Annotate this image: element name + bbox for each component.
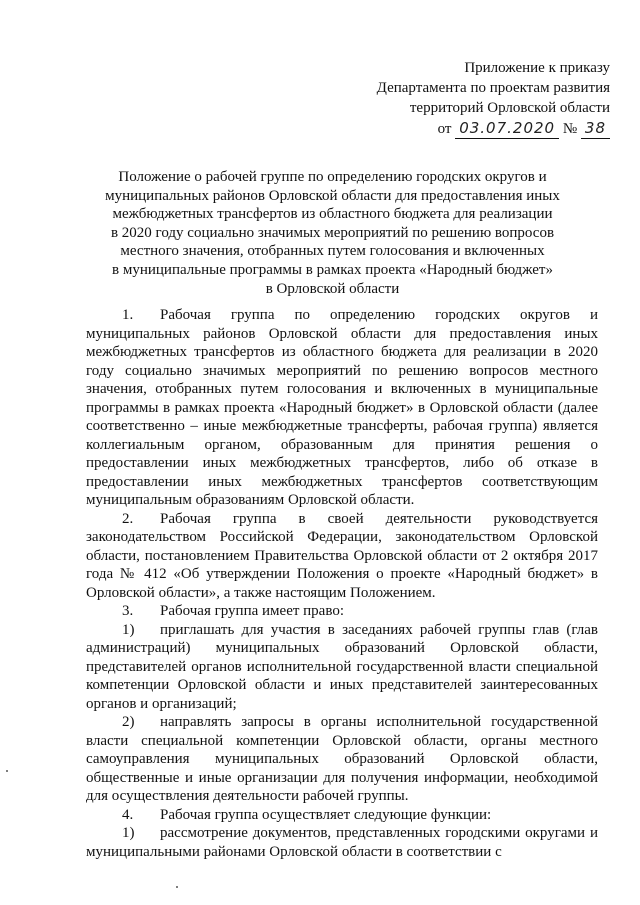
scan-speck — [176, 886, 178, 888]
appendix-header — [320, 58, 610, 139]
title-line: в Орловской области — [265, 280, 400, 297]
paragraph-text: Рабочая группа по определению городских округов и муниципальных районов Орловской области для предоставления иных межбюджетных трансфертов из областного бюджета для реализации в 2020 году социально значимых мероприятий по решению вопросов местного значения, отобранных путем голосования и включенных в муниципальные программы в рамках проекта «Народный бюджет» в Орловской области (далее соответственно – иные межбюджетные трансферты, рабочая группа) является коллегиальным органом, образованным для принятия решения о предоставлении иных межбюджетных трансфертов, либо об отказе в предоставлении иных межбюджетных трансфертов соответствующим муниципальным образованиям Орловской области. — [86, 307, 598, 508]
scan-speck — [6, 770, 8, 772]
paragraph-number: 1. — [122, 307, 134, 323]
paragraph-text: приглашать для участия в заседаниях рабочей группы глав (глав администраций) муниципальных образований Орловской области, представителей органов исполнительной государственной власти специальной компетенции Орловской области и иных представителей заинтересованных органов и организаций; — [86, 621, 598, 712]
paragraph — [86, 602, 598, 621]
header-line-1: Приложение к приказу — [464, 60, 610, 76]
paragraph — [86, 621, 598, 714]
header-line-3: территорий Орловской области — [409, 100, 610, 116]
paragraph-number: 2) — [122, 714, 135, 730]
title-line: межбюджетных трансфертов из областного бюджета для реализации — [112, 206, 553, 223]
title-line: в 2020 году социально значимых мероприятий по решению вопросов — [110, 224, 555, 241]
title-line: Положение о рабочей группе по определению городских округов и — [118, 169, 547, 185]
paragraph-text: рассмотрение документов, представленных городскими округами и муниципальными районами Орловской области в соответствии с — [86, 825, 598, 860]
date-prefix: от — [437, 121, 452, 137]
paragraph-text: Рабочая группа имеет право: — [160, 603, 344, 619]
title-line: местного значения, отобранных путем голосования и включенных — [120, 243, 545, 260]
paragraph — [86, 510, 598, 603]
paragraph-number: 1) — [122, 825, 135, 841]
header-line-2: Департамента по проектам развития — [376, 80, 610, 96]
paragraph-number: 4. — [122, 806, 134, 823]
document-title — [60, 168, 605, 298]
document-body — [86, 306, 598, 861]
paragraph — [86, 306, 598, 510]
header-date-line — [320, 118, 610, 139]
paragraph-number: 1) — [122, 621, 135, 638]
title-line: в муниципальные программы в рамках проекта «Народный бюджет» — [112, 261, 553, 278]
handwritten-date: 03.07.2020 — [455, 118, 559, 139]
paragraph-text: Рабочая группа в своей деятельности руководствуется законодательством Российской Федерации, законодательством Орловской области, постановлением Правительства Орловской области от 2 октября 2017 года № 412 «Об утверждении Положения о проекте «Народный бюджет» в Орловской области», а также настоящим Положением. — [86, 510, 598, 601]
paragraph-number: 3. — [122, 603, 134, 619]
number-prefix: № — [562, 121, 578, 137]
paragraph-text: направлять запросы в органы исполнительной государственной власти специальной компетенции Орловской области, органы местного самоуправления муниципальных образований Орловской области, общественные и иные организации для получения информации, необходимой для осуществления деятельности рабочей группы. — [86, 714, 598, 804]
paragraph — [86, 806, 598, 825]
paragraph-number: 2. — [122, 510, 134, 527]
title-line: муниципальных районов Орловской области для предоставления иных — [105, 187, 560, 204]
paragraph-text: Рабочая группа осуществляет следующие функции: — [160, 806, 492, 823]
paragraph — [86, 713, 598, 806]
paragraph — [86, 824, 598, 861]
handwritten-number: 38 — [581, 118, 610, 139]
